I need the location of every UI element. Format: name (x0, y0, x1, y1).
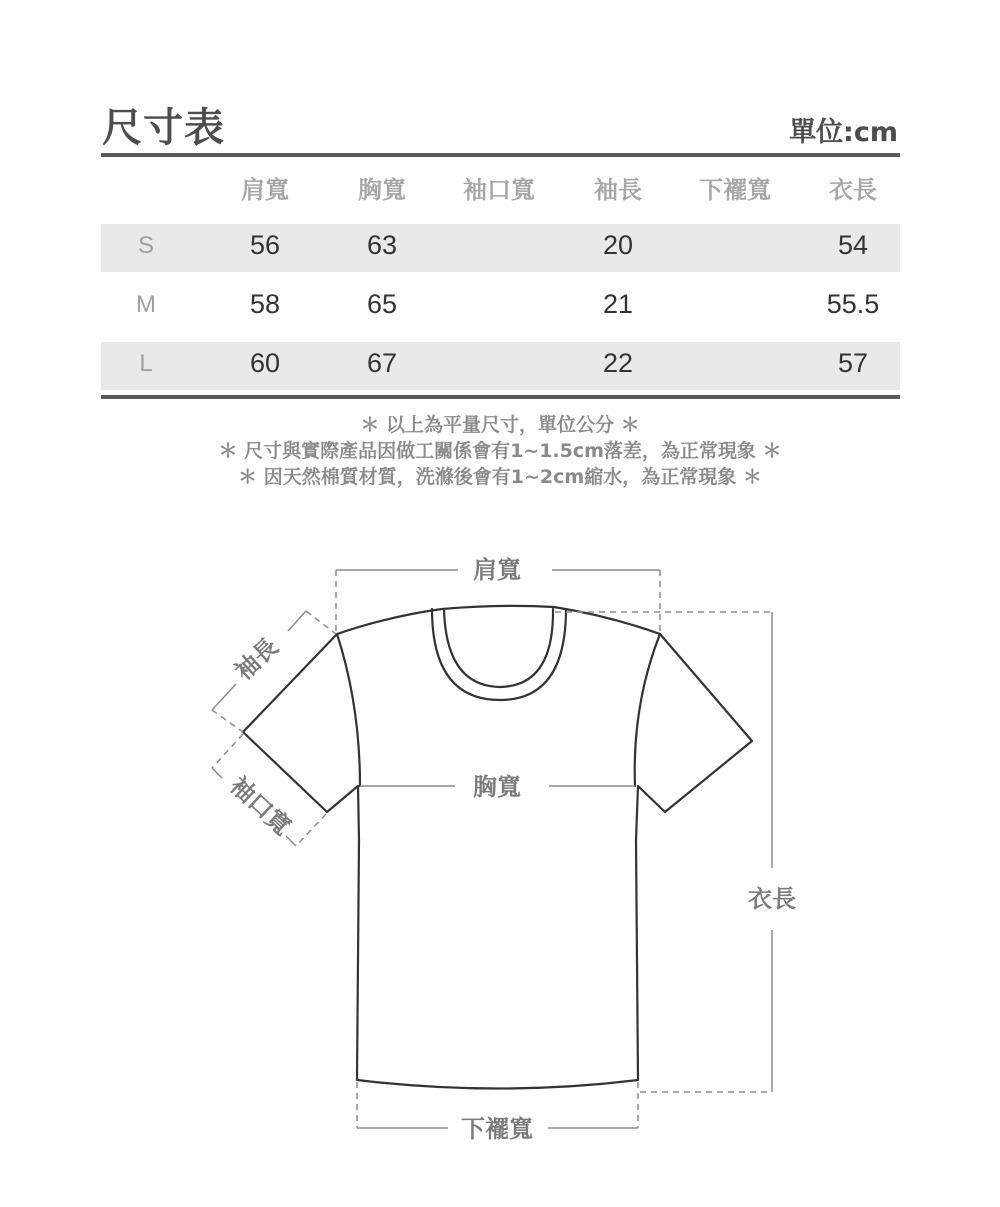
sleeve-cell: 22 (602, 348, 634, 378)
measure-lines (212, 570, 772, 1128)
length-cell: 54 (837, 230, 869, 260)
chest-width-label: 胸寬 (473, 773, 521, 801)
column-header-chest: 胸寬 (358, 176, 406, 204)
sleeve-cell: 21 (602, 289, 634, 319)
shoulder-width-label: 肩寬 (473, 556, 521, 584)
sleeve-cell: 20 (602, 230, 634, 260)
size-cell: S (137, 232, 155, 259)
shoulder-cell: 58 (249, 289, 281, 319)
column-header-shoulder: 肩寬 (241, 176, 289, 204)
chest-cell: 63 (366, 230, 398, 260)
size-cell: M (136, 291, 156, 318)
shoulder-cell: 56 (249, 230, 281, 260)
column-header-hem: 下襬寬 (699, 176, 771, 204)
sleeve-length-label: 袖長 (229, 632, 284, 686)
column-header-sleeve: 袖長 (594, 176, 642, 204)
cuff-width-label: 袖口寬 (224, 771, 297, 841)
note-line: ＊ 尺寸與實際產品因做工關係會有1~1.5cm落差，為正常現象 ＊ (218, 440, 782, 462)
note-line: ＊ 以上為平量尺寸，單位公分 ＊ (360, 414, 640, 436)
body-length-label: 衣長 (748, 885, 796, 913)
tshirt-outline-icon (243, 606, 752, 1089)
hem-width-label: 下襬寬 (461, 1115, 533, 1143)
column-header-cuff: 袖口寬 (463, 176, 535, 204)
chest-cell: 67 (366, 348, 398, 378)
length-cell: 55.5 (826, 289, 880, 319)
length-cell: 57 (837, 348, 869, 378)
chest-cell: 65 (366, 289, 398, 319)
unit-label: 單位:cm (789, 117, 898, 148)
shoulder-cell: 60 (249, 348, 281, 378)
note-line: ＊ 因天然棉質材質，洗滌後會有1~2cm縮水，為正常現象 ＊ (238, 466, 762, 488)
size-cell: L (139, 350, 153, 377)
column-header-length: 衣長 (829, 176, 877, 204)
page-title: 尺寸表 (102, 105, 225, 151)
